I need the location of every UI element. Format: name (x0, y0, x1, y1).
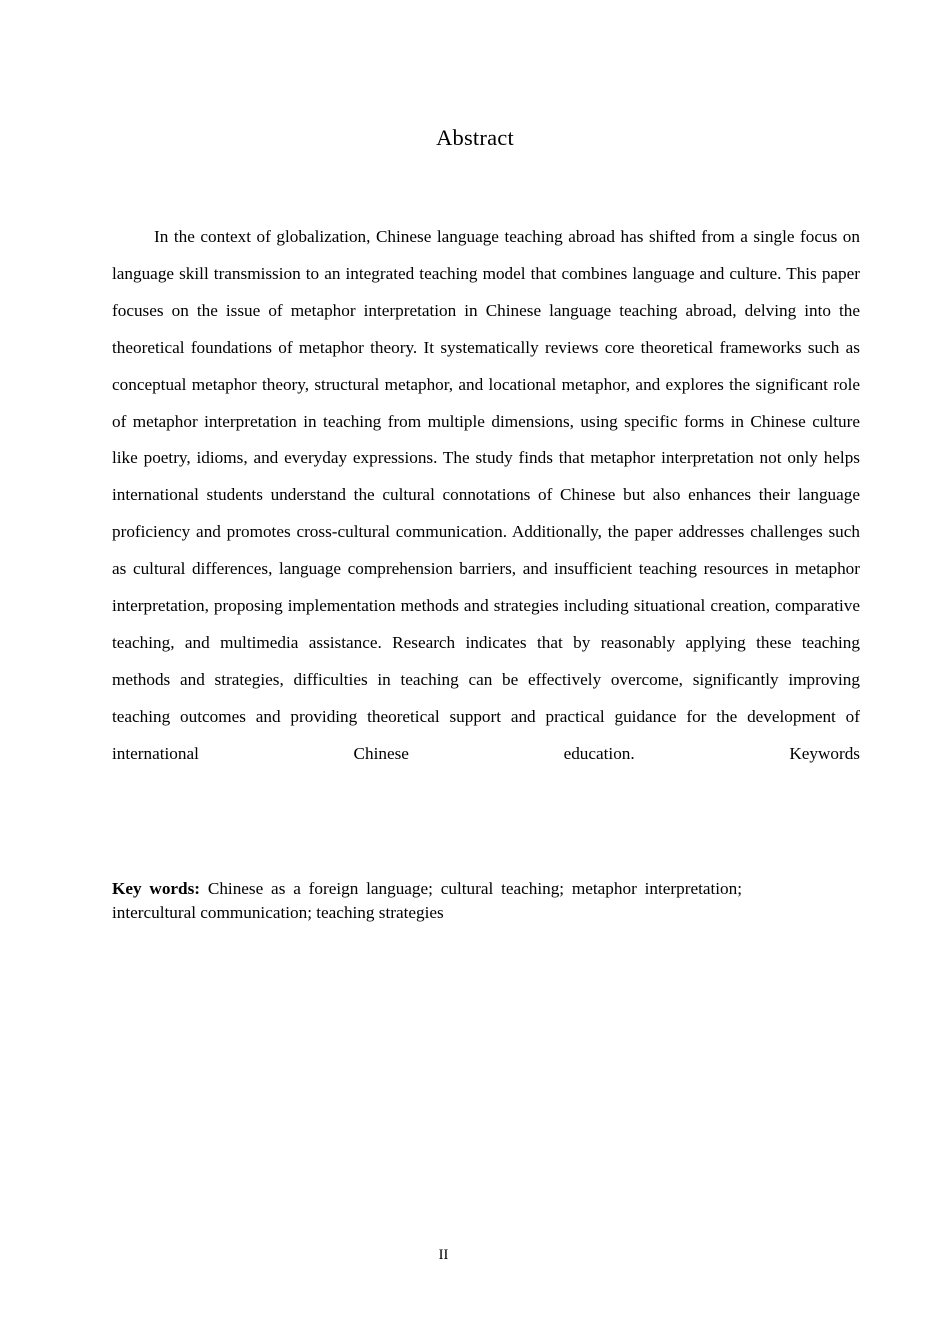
keywords-label: Key words: (112, 879, 201, 898)
page-title: Abstract (436, 125, 514, 150)
page-number-footer: II (438, 1247, 449, 1263)
keywords-block (112, 877, 742, 925)
abstract-paragraph: In the context of globalization, Chinese language teaching abroad has shifted from a single focus on language skill transmission to an integrated teaching model that combines language and culture. This paper focuses on the issue of metaphor interpretation in Chinese language teaching abroad, delving into the theoretical foundations of metaphor theory. It systematically reviews core theoretical frameworks such as conceptual metaphor theory, structural metaphor, and locational metaphor, and explores the significant role of metaphor interpretation in teaching from multiple dimensions, using specific forms in Chinese culture like poetry, idioms, and everyday expressions. The study finds that metaphor interpretation not only helps international students understand the cultural connotations of Chinese but also enhances their language proficiency and promotes cross-cultural communication. Additionally, the paper addresses challenges such as cultural differences, language comprehension barriers, and insufficient teaching resources in metaphor interpretation, proposing implementation methods and strategies including situational creation, comparative teaching, and multimedia assistance. Research indicates that by reasonably applying these teaching methods and strategies, difficulties in teaching can be effectively overcome, significantly improving teaching outcomes and providing theoretical support and practical guidance for the development of international Chinese education. Keywords (112, 227, 860, 763)
keywords-text: Chinese as a foreign language; cultural teaching; metaphor interpretation; intercultural communication; teaching strategies (112, 879, 742, 923)
